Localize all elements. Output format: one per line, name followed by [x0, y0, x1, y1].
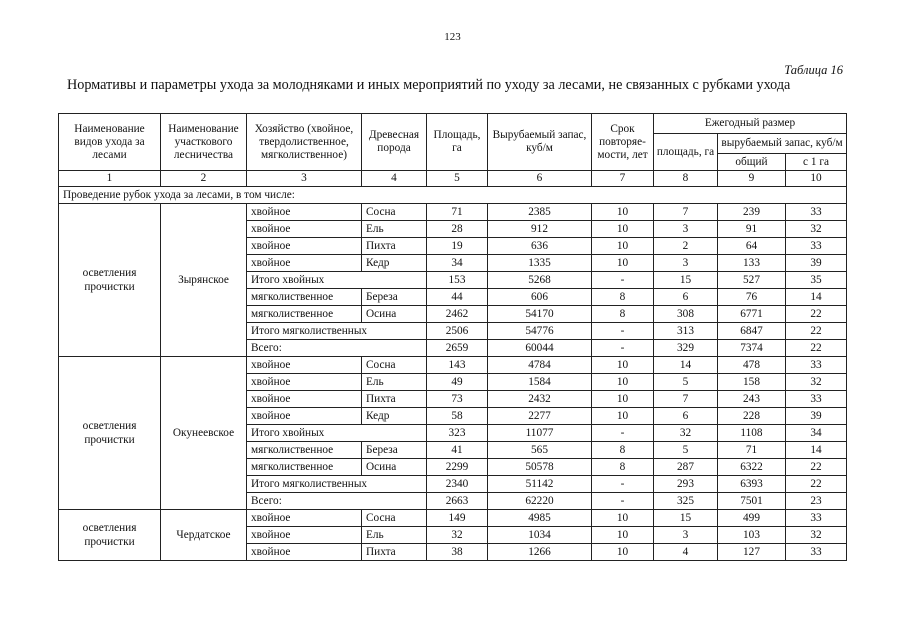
- annual-total-cell: 499: [718, 510, 786, 527]
- annual-per-ha-cell: 22: [786, 323, 847, 340]
- annual-per-ha-cell: 33: [786, 238, 847, 255]
- page-number: 123: [444, 31, 461, 43]
- farm-cell: хвойное: [247, 255, 362, 272]
- annual-per-ha-cell: 33: [786, 510, 847, 527]
- annual-per-ha-cell: 39: [786, 255, 847, 272]
- volume-cell: 60044: [488, 340, 592, 357]
- species-cell: Осина: [362, 306, 427, 323]
- species-cell: Пихта: [362, 238, 427, 255]
- annual-total-cell: 527: [718, 272, 786, 289]
- period-cell: 10: [592, 255, 654, 272]
- column-number: 7: [592, 171, 654, 187]
- species-cell: Сосна: [362, 204, 427, 221]
- annual-total-cell: 6322: [718, 459, 786, 476]
- annual-total-cell: 478: [718, 357, 786, 374]
- period-cell: 10: [592, 221, 654, 238]
- annual-total-cell: 1108: [718, 425, 786, 442]
- area-cell: 2340: [427, 476, 488, 493]
- area-cell: 32: [427, 527, 488, 544]
- farm-cell: хвойное: [247, 221, 362, 238]
- farm-cell: мягколиственное: [247, 289, 362, 306]
- volume-cell: 11077: [488, 425, 592, 442]
- column-number: 4: [362, 171, 427, 187]
- period-cell: 8: [592, 442, 654, 459]
- volume-cell: 5268: [488, 272, 592, 289]
- farm-cell: хвойное: [247, 238, 362, 255]
- header-farm: Хозяйство (хвойное, твердолиственное, мягколиственное): [247, 114, 362, 171]
- annual-area-cell: 3: [654, 221, 718, 238]
- annual-per-ha-cell: 22: [786, 459, 847, 476]
- annual-area-cell: 329: [654, 340, 718, 357]
- annual-total-cell: 127: [718, 544, 786, 561]
- farm-cell: хвойное: [247, 204, 362, 221]
- period-cell: 10: [592, 510, 654, 527]
- area-cell: 38: [427, 544, 488, 561]
- species-cell: Береза: [362, 442, 427, 459]
- period-cell: -: [592, 476, 654, 493]
- annual-per-ha-cell: 33: [786, 204, 847, 221]
- annual-per-ha-cell: 34: [786, 425, 847, 442]
- subtotal-label: Итого хвойных: [247, 272, 427, 289]
- column-number: 9: [718, 171, 786, 187]
- header-period: Срок повторяе-мости, лет: [592, 114, 654, 171]
- header-district: Наименование участкового лесничества: [161, 114, 247, 171]
- area-cell: 143: [427, 357, 488, 374]
- annual-total-cell: 239: [718, 204, 786, 221]
- header-annual-per-ha: с 1 га: [786, 154, 847, 171]
- period-cell: 10: [592, 357, 654, 374]
- header-annual-total: общий: [718, 154, 786, 171]
- period-cell: 8: [592, 289, 654, 306]
- area-cell: 323: [427, 425, 488, 442]
- annual-area-cell: 3: [654, 255, 718, 272]
- species-cell: Сосна: [362, 510, 427, 527]
- header-annual-volume: вырубаемый запас, куб/м: [718, 134, 847, 154]
- volume-cell: 1034: [488, 527, 592, 544]
- annual-area-cell: 15: [654, 510, 718, 527]
- area-cell: 2659: [427, 340, 488, 357]
- care-type-cell: осветления прочистки: [59, 204, 161, 357]
- header-species: Древесная порода: [362, 114, 427, 171]
- annual-area-cell: 313: [654, 323, 718, 340]
- document-title: Нормативы и параметры ухода за молодняками и иных мероприятий по уходу за лесами, не связанных с рубками ухода: [67, 77, 791, 93]
- area-cell: 149: [427, 510, 488, 527]
- column-number: 2: [161, 171, 247, 187]
- annual-total-cell: 76: [718, 289, 786, 306]
- volume-cell: 62220: [488, 493, 592, 510]
- section-title: Проведение рубок ухода за лесами, в том числе:: [59, 187, 847, 204]
- header-annual-size: Ежегодный размер: [654, 114, 847, 134]
- area-cell: 34: [427, 255, 488, 272]
- annual-total-cell: 7374: [718, 340, 786, 357]
- table-row: [59, 357, 847, 374]
- area-cell: 2506: [427, 323, 488, 340]
- volume-cell: 51142: [488, 476, 592, 493]
- species-cell: Кедр: [362, 255, 427, 272]
- annual-area-cell: 5: [654, 374, 718, 391]
- period-cell: 10: [592, 374, 654, 391]
- period-cell: 10: [592, 391, 654, 408]
- table-label: Таблица 16: [784, 63, 843, 77]
- care-type-cell: осветления прочистки: [59, 357, 161, 510]
- period-cell: 10: [592, 204, 654, 221]
- subtotal-label: Итого мягколиственных: [247, 323, 427, 340]
- annual-area-cell: 287: [654, 459, 718, 476]
- volume-cell: 2432: [488, 391, 592, 408]
- annual-total-cell: 6393: [718, 476, 786, 493]
- period-cell: 10: [592, 544, 654, 561]
- farm-cell: хвойное: [247, 391, 362, 408]
- farm-cell: хвойное: [247, 374, 362, 391]
- area-cell: 28: [427, 221, 488, 238]
- subtotal-label: Итого мягколиственных: [247, 476, 427, 493]
- column-number: 8: [654, 171, 718, 187]
- annual-total-cell: 64: [718, 238, 786, 255]
- annual-per-ha-cell: 14: [786, 442, 847, 459]
- period-cell: 10: [592, 527, 654, 544]
- volume-cell: 4985: [488, 510, 592, 527]
- annual-total-cell: 133: [718, 255, 786, 272]
- volume-cell: 565: [488, 442, 592, 459]
- period-cell: 10: [592, 238, 654, 255]
- area-cell: 49: [427, 374, 488, 391]
- subtotal-label: Всего:: [247, 493, 427, 510]
- volume-cell: 606: [488, 289, 592, 306]
- area-cell: 73: [427, 391, 488, 408]
- annual-area-cell: 6: [654, 289, 718, 306]
- period-cell: 8: [592, 306, 654, 323]
- species-cell: Осина: [362, 459, 427, 476]
- volume-cell: 2385: [488, 204, 592, 221]
- volume-cell: 54776: [488, 323, 592, 340]
- annual-area-cell: 308: [654, 306, 718, 323]
- farm-cell: хвойное: [247, 544, 362, 561]
- annual-per-ha-cell: 23: [786, 493, 847, 510]
- annual-per-ha-cell: 33: [786, 357, 847, 374]
- farm-cell: хвойное: [247, 510, 362, 527]
- annual-total-cell: 243: [718, 391, 786, 408]
- volume-cell: 1584: [488, 374, 592, 391]
- farm-cell: мягколиственное: [247, 459, 362, 476]
- annual-total-cell: 103: [718, 527, 786, 544]
- annual-area-cell: 7: [654, 204, 718, 221]
- species-cell: Сосна: [362, 357, 427, 374]
- volume-cell: 1335: [488, 255, 592, 272]
- annual-per-ha-cell: 35: [786, 272, 847, 289]
- annual-total-cell: 158: [718, 374, 786, 391]
- annual-per-ha-cell: 32: [786, 527, 847, 544]
- annual-per-ha-cell: 32: [786, 374, 847, 391]
- area-cell: 19: [427, 238, 488, 255]
- annual-area-cell: 14: [654, 357, 718, 374]
- area-cell: 2299: [427, 459, 488, 476]
- farm-cell: мягколиственное: [247, 306, 362, 323]
- annual-per-ha-cell: 32: [786, 221, 847, 238]
- annual-per-ha-cell: 33: [786, 544, 847, 561]
- annual-per-ha-cell: 22: [786, 476, 847, 493]
- farm-cell: хвойное: [247, 408, 362, 425]
- header-volume: Вырубаемый запас, куб/м: [488, 114, 592, 171]
- column-number: 10: [786, 171, 847, 187]
- annual-total-cell: 7501: [718, 493, 786, 510]
- table-body: [59, 187, 847, 561]
- annual-area-cell: 15: [654, 272, 718, 289]
- district-cell: Зырянское: [161, 204, 247, 357]
- period-cell: -: [592, 272, 654, 289]
- header-care-type: Наименование видов ухода за лесами: [59, 114, 161, 171]
- volume-cell: 636: [488, 238, 592, 255]
- species-cell: Ель: [362, 374, 427, 391]
- volume-cell: 1266: [488, 544, 592, 561]
- annual-per-ha-cell: 22: [786, 340, 847, 357]
- volume-cell: 54170: [488, 306, 592, 323]
- care-type-cell: осветления прочистки: [59, 510, 161, 561]
- annual-total-cell: 91: [718, 221, 786, 238]
- volume-cell: 4784: [488, 357, 592, 374]
- annual-area-cell: 325: [654, 493, 718, 510]
- district-cell: Чердатское: [161, 510, 247, 561]
- area-cell: 2663: [427, 493, 488, 510]
- period-cell: -: [592, 340, 654, 357]
- area-cell: 71: [427, 204, 488, 221]
- species-cell: Ель: [362, 527, 427, 544]
- period-cell: -: [592, 493, 654, 510]
- annual-per-ha-cell: 22: [786, 306, 847, 323]
- species-cell: Пихта: [362, 544, 427, 561]
- table-row: [59, 510, 847, 527]
- subtotal-label: Всего:: [247, 340, 427, 357]
- annual-total-cell: 6847: [718, 323, 786, 340]
- annual-area-cell: 293: [654, 476, 718, 493]
- area-cell: 41: [427, 442, 488, 459]
- period-cell: -: [592, 323, 654, 340]
- volume-cell: 50578: [488, 459, 592, 476]
- farm-cell: хвойное: [247, 527, 362, 544]
- farm-cell: хвойное: [247, 357, 362, 374]
- column-number: 6: [488, 171, 592, 187]
- volume-cell: 912: [488, 221, 592, 238]
- subtotal-label: Итого хвойных: [247, 425, 427, 442]
- annual-area-cell: 4: [654, 544, 718, 561]
- annual-area-cell: 3: [654, 527, 718, 544]
- annual-total-cell: 71: [718, 442, 786, 459]
- annual-area-cell: 5: [654, 442, 718, 459]
- annual-total-cell: 228: [718, 408, 786, 425]
- district-cell: Окунеевское: [161, 357, 247, 510]
- annual-area-cell: 6: [654, 408, 718, 425]
- annual-area-cell: 2: [654, 238, 718, 255]
- column-number: 5: [427, 171, 488, 187]
- annual-per-ha-cell: 33: [786, 391, 847, 408]
- farm-cell: мягколиственное: [247, 442, 362, 459]
- annual-per-ha-cell: 39: [786, 408, 847, 425]
- column-number: 3: [247, 171, 362, 187]
- annual-area-cell: 32: [654, 425, 718, 442]
- area-cell: 153: [427, 272, 488, 289]
- period-cell: -: [592, 425, 654, 442]
- volume-cell: 2277: [488, 408, 592, 425]
- area-cell: 2462: [427, 306, 488, 323]
- species-cell: Пихта: [362, 391, 427, 408]
- column-number: 1: [59, 171, 161, 187]
- norms-table: [58, 113, 847, 561]
- header-annual-area: площадь, га: [654, 134, 718, 171]
- annual-total-cell: 6771: [718, 306, 786, 323]
- area-cell: 58: [427, 408, 488, 425]
- species-cell: Кедр: [362, 408, 427, 425]
- species-cell: Береза: [362, 289, 427, 306]
- area-cell: 44: [427, 289, 488, 306]
- annual-per-ha-cell: 14: [786, 289, 847, 306]
- species-cell: Ель: [362, 221, 427, 238]
- table-row: [59, 204, 847, 221]
- annual-area-cell: 7: [654, 391, 718, 408]
- period-cell: 10: [592, 408, 654, 425]
- header-area: Площадь, га: [427, 114, 488, 171]
- period-cell: 8: [592, 459, 654, 476]
